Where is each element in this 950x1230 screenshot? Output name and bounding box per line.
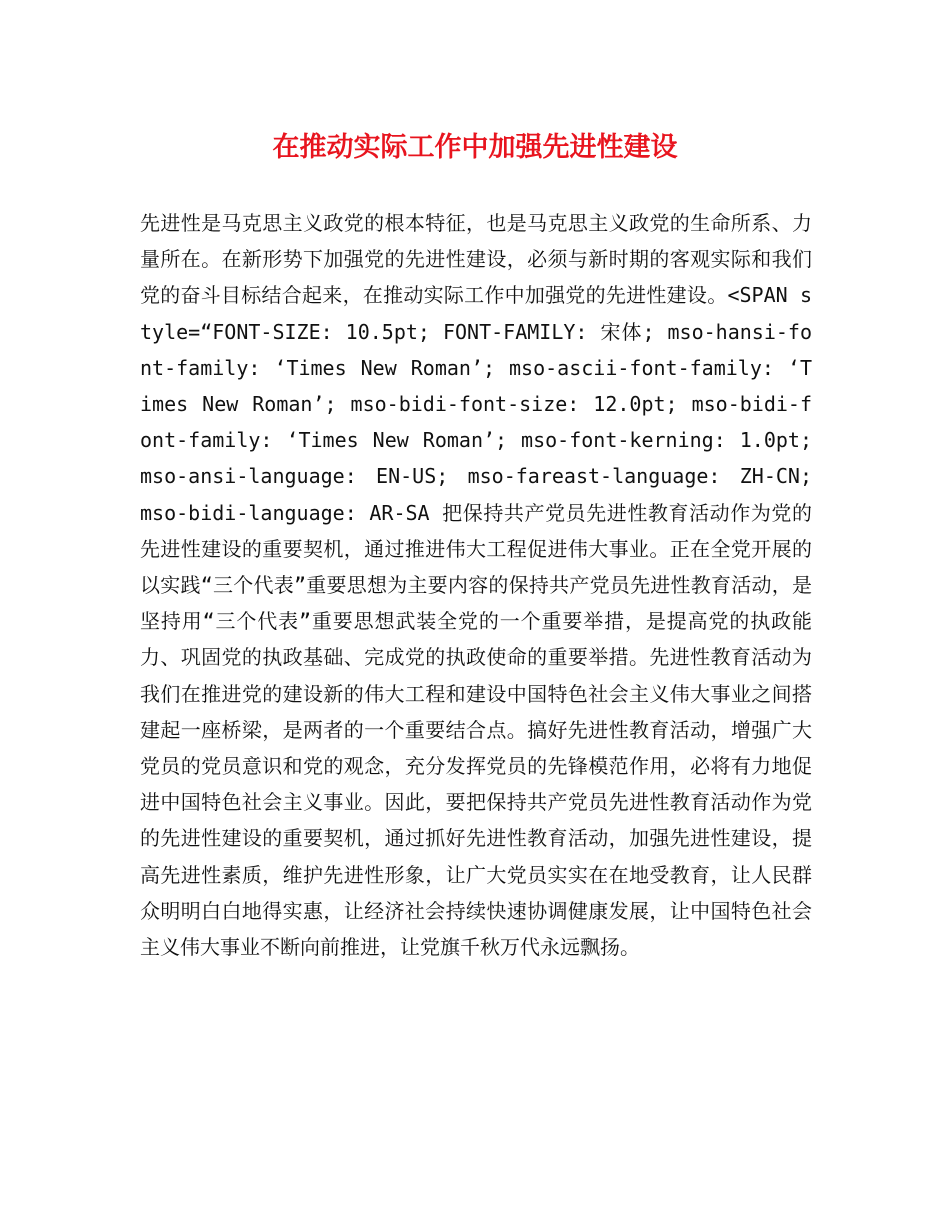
document-title: 在推动实际工作中加强先进性建设 <box>272 132 678 163</box>
document-body-paragraph: 先进性是马克思主义政党的根本特征，也是马克思主义政党的生命所系、力量所在。在新形势下加强党的先进性建设，必须与新时期的客观实际和我们党的奋斗目标结合起来，在推动实际工作中加强党的先进性建设。<SPAN style=“FONT-SIZE: 10.5pt; FONT-FAMILY: 宋体; mso-hansi-font-family: ‘Times New Roman’; mso-ascii-font-family: ‘Times New Roman’; mso-bidi-font-size: 12.0pt; mso-bidi-font-family: ‘Times New Roman’; mso-font-kerning: 1.0pt; mso-ansi-language: EN-US; mso-fareast-language: ZH-CN; mso-bidi-language: AR-SA 把保持共产党员先进性教育活动作为党的先进性建设的重要契机，通过推进伟大工程促进伟大事业。正在全党开展的以实践“三个代表”重要思想为主要内容的保持共产党员先进性教育活动，是坚持用“三个代表”重要思想武装全党的一个重要举措，是提高党的执政能力、巩固党的执政基础、完成党的执政使命的重要举措。先进性教育活动为我们在推进党的建设新的伟大工程和建设中国特色社会主义伟大事业之间搭建起一座桥梁，是两者的一个重要结合点。搞好先进性教育活动，增强广大党员的党员意识和党的观念，充分发挥党员的先锋模范作用，必将有力地促进中国特色社会主义事业。因此，要把保持共产党员先进性教育活动作为党的先进性建设的重要契机，通过抓好先进性教育活动，加强先进性建设，提高先进性素质，维护先进性形象，让广大党员实实在在地受教育，让人民群众明明白白地得实惠，让经济社会持续快速协调健康发展，让中国特色社会主义伟大事业不断向前推进，让党旗千秋万代永远飘扬。 <box>140 211 812 960</box>
